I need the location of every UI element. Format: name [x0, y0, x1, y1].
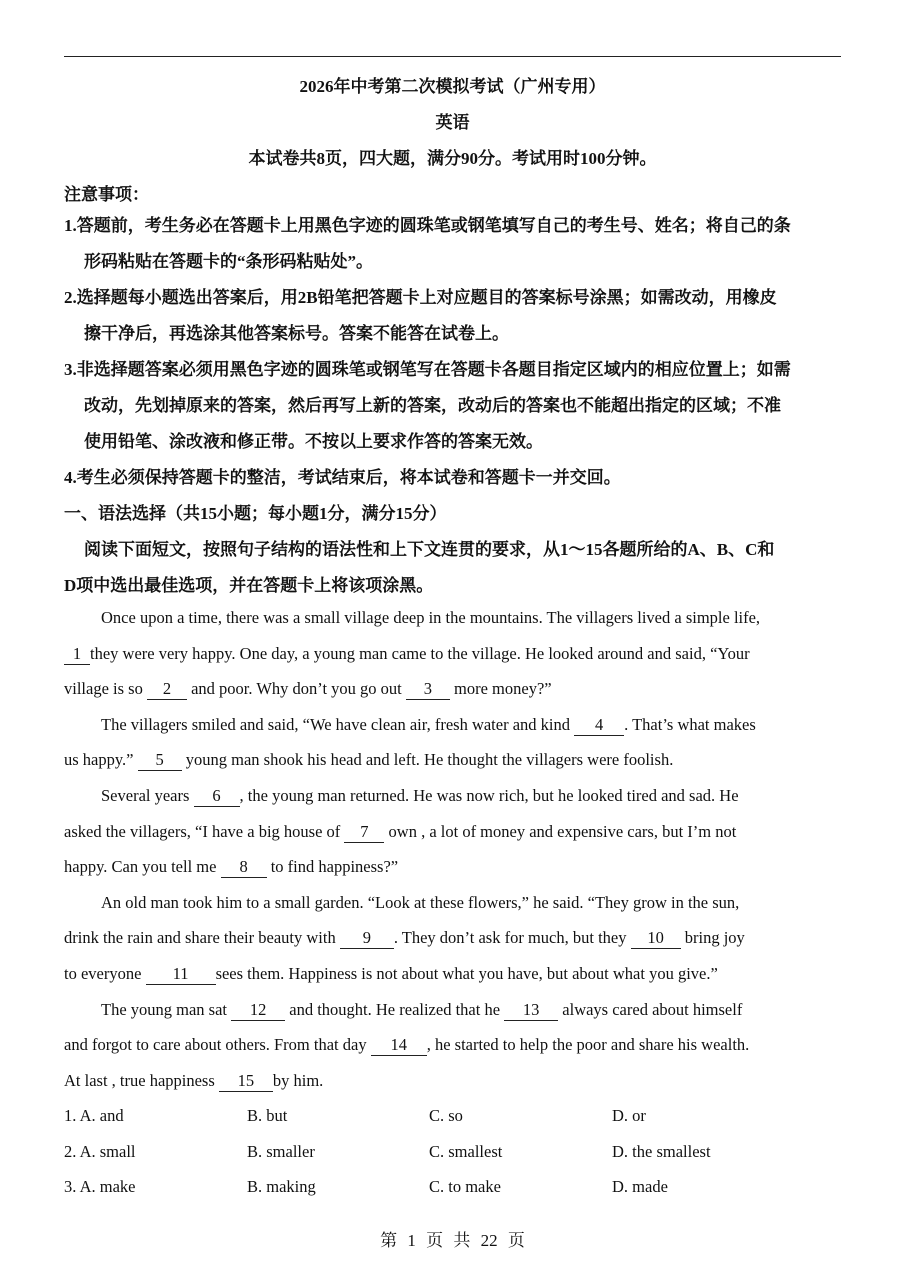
- passage-text: Several years: [101, 785, 194, 805]
- passage-text: , the young man returned. He was now rich, but he looked tired and sad. He: [239, 785, 739, 805]
- passage-line: [64, 992, 841, 1028]
- passage-line: [64, 885, 841, 921]
- passage-text: they were very happy. One day, a young man came to the village. He looked around and said, “Your: [90, 643, 750, 663]
- subject-title: 英语: [435, 113, 470, 132]
- blank-11[interactable]: 11: [146, 964, 216, 985]
- exam-info: 本试卷共8页，四大题，满分90分。考试用时100分钟。: [248, 149, 657, 168]
- passage-text: village is so: [64, 679, 147, 699]
- option-d[interactable]: D. or: [612, 1106, 646, 1125]
- passage-text: asked the villagers, “I have a big house of: [64, 821, 345, 841]
- passage-text: by him.: [272, 1070, 324, 1090]
- passage-line: [64, 636, 841, 672]
- blank-7[interactable]: 7: [344, 822, 384, 843]
- note-line: 改动，先划掉原来的答案，然后再写上新的答案，改动后的答案也不能超出指定的区域；不准: [84, 396, 781, 415]
- option-a[interactable]: 2. A. small: [64, 1141, 136, 1161]
- passage-line: [64, 814, 841, 850]
- blank-15[interactable]: 15: [219, 1071, 273, 1092]
- blank-2[interactable]: 2: [147, 679, 187, 700]
- passage-text: sees them. Happiness is not about what you have, but about what you give.”: [215, 963, 718, 983]
- passage-line: [64, 920, 841, 956]
- blank-12[interactable]: 12: [231, 1000, 285, 1021]
- passage-line: [64, 849, 841, 885]
- note-item-4: [64, 460, 841, 496]
- note-line: 1.答题前，考生务必在答题卡上用黑色字迹的圆珠笔或钢笔填写自己的考生号、姓名；将自己的条: [64, 216, 791, 235]
- passage-text: The villagers smiled and said, “We have clean air, fresh water and kind: [101, 714, 575, 734]
- passage-text: and forgot to care about others. From that day: [64, 1035, 371, 1055]
- passage-text: bring joy: [680, 928, 745, 948]
- passage-text: us happy.”: [64, 750, 138, 770]
- option-c[interactable]: C. so: [429, 1106, 463, 1125]
- blank-5[interactable]: 5: [138, 750, 182, 771]
- exam-title: 2026年中考第二次模拟考试（广州专用）: [299, 77, 606, 96]
- option-d[interactable]: D. made: [612, 1177, 668, 1197]
- section-title: 一、语法选择（共15小题；每小题1分，满分15分）: [64, 504, 447, 523]
- passage-text: always cared about himself: [558, 999, 743, 1019]
- instruction-line: D项中选出最佳选项，并在答题卡上将该项涂黑。: [64, 576, 434, 595]
- note-line: 3.非选择题答案必须用黑色字迹的圆珠笔或钢笔写在答题卡各题目指定区域内的相应位置上；如需: [64, 360, 791, 379]
- note-item-2: [64, 280, 841, 352]
- passage-line: [64, 600, 841, 636]
- passage-text: and poor. Why don’t you go out: [186, 679, 406, 699]
- note-line: 擦干净后，再选涂其他答案标号。答案不能答在试卷上。: [84, 324, 509, 343]
- passage-text: Once upon a time, there was a small village deep in the mountains. The villagers lived a simple life,: [101, 608, 761, 627]
- passage-line: [64, 1063, 841, 1099]
- instruction-line: 阅读下面短文，按照句子结构的语法性和上下文连贯的要求，从1～15各题所给的A、B、C和: [84, 540, 775, 559]
- option-c[interactable]: C. to make: [429, 1177, 501, 1197]
- blank-4[interactable]: 4: [574, 715, 624, 736]
- notes-heading: 注意事项：: [64, 185, 149, 204]
- passage-text: young man shook his head and left. He thought the villagers were foolish.: [181, 750, 674, 770]
- option-b[interactable]: B. but: [247, 1106, 288, 1125]
- option-b[interactable]: B. making: [247, 1177, 316, 1197]
- passage-line: [64, 671, 841, 707]
- passage-line: [64, 1027, 841, 1063]
- passage-text: to find happiness?”: [266, 857, 399, 877]
- top-rule: [64, 56, 841, 57]
- blank-9[interactable]: 9: [340, 928, 394, 949]
- page-footer: 第 1 页 共 22 页: [380, 1231, 525, 1250]
- option-a[interactable]: 3. A. make: [64, 1177, 136, 1197]
- question-options-1: [64, 1098, 841, 1134]
- passage-line: [64, 778, 841, 814]
- passage-text: An old man took him to a small garden. “Look at these flowers,” he said. “They grow in the sun,: [101, 892, 740, 912]
- passage-text: , he started to help the poor and share his wealth.: [426, 1035, 750, 1055]
- passage-text: more money?”: [449, 679, 552, 699]
- blank-13[interactable]: 13: [504, 1000, 558, 1021]
- passage-line: [64, 742, 841, 778]
- passage-line: [64, 707, 841, 743]
- question-options-2: [64, 1134, 841, 1170]
- passage-text: The young man sat: [101, 999, 232, 1019]
- option-c[interactable]: C. smallest: [429, 1141, 503, 1161]
- note-line: 2.选择题每小题选出答案后，用2B铅笔把答题卡上对应题目的答案标号涂黑；如需改动，用橡皮: [64, 288, 777, 307]
- passage-text: own , a lot of money and expensive cars, but I’m not: [384, 821, 737, 841]
- option-b[interactable]: B. smaller: [247, 1141, 315, 1161]
- passage-text: happy. Can you tell me: [64, 857, 221, 877]
- note-item-1: [64, 208, 841, 280]
- passage-text: and thought. He realized that he: [285, 999, 505, 1019]
- cloze-passage: [64, 600, 841, 1098]
- blank-6[interactable]: 6: [194, 786, 240, 807]
- blank-14[interactable]: 14: [371, 1035, 427, 1056]
- answer-options: [64, 1098, 841, 1205]
- note-line: 使用铅笔、涂改液和修正带。不按以上要求作答的答案无效。: [84, 432, 543, 451]
- blank-3[interactable]: 3: [406, 679, 450, 700]
- question-options-3: [64, 1169, 841, 1205]
- passage-text: At last , true happiness: [64, 1070, 219, 1090]
- passage-text: to everyone: [64, 963, 146, 983]
- blank-1[interactable]: 1: [64, 644, 90, 665]
- passage-line: [64, 956, 841, 992]
- note-item-3: [64, 352, 841, 460]
- passage-text: drink the rain and share their beauty with: [64, 928, 340, 948]
- passage-text: . They don’t ask for much, but they: [393, 928, 631, 948]
- option-d[interactable]: D. the smallest: [612, 1141, 711, 1161]
- note-line: 4.考生必须保持答题卡的整洁，考试结束后，将本试卷和答题卡一并交回。: [64, 468, 621, 487]
- blank-10[interactable]: 10: [631, 928, 681, 949]
- section-instruction: [64, 532, 841, 604]
- blank-8[interactable]: 8: [221, 857, 267, 878]
- option-a[interactable]: 1. A. and: [64, 1106, 124, 1125]
- note-line: 形码粘贴在答题卡的“条形码粘贴处”。: [84, 252, 373, 271]
- passage-text: . That’s what makes: [624, 714, 756, 734]
